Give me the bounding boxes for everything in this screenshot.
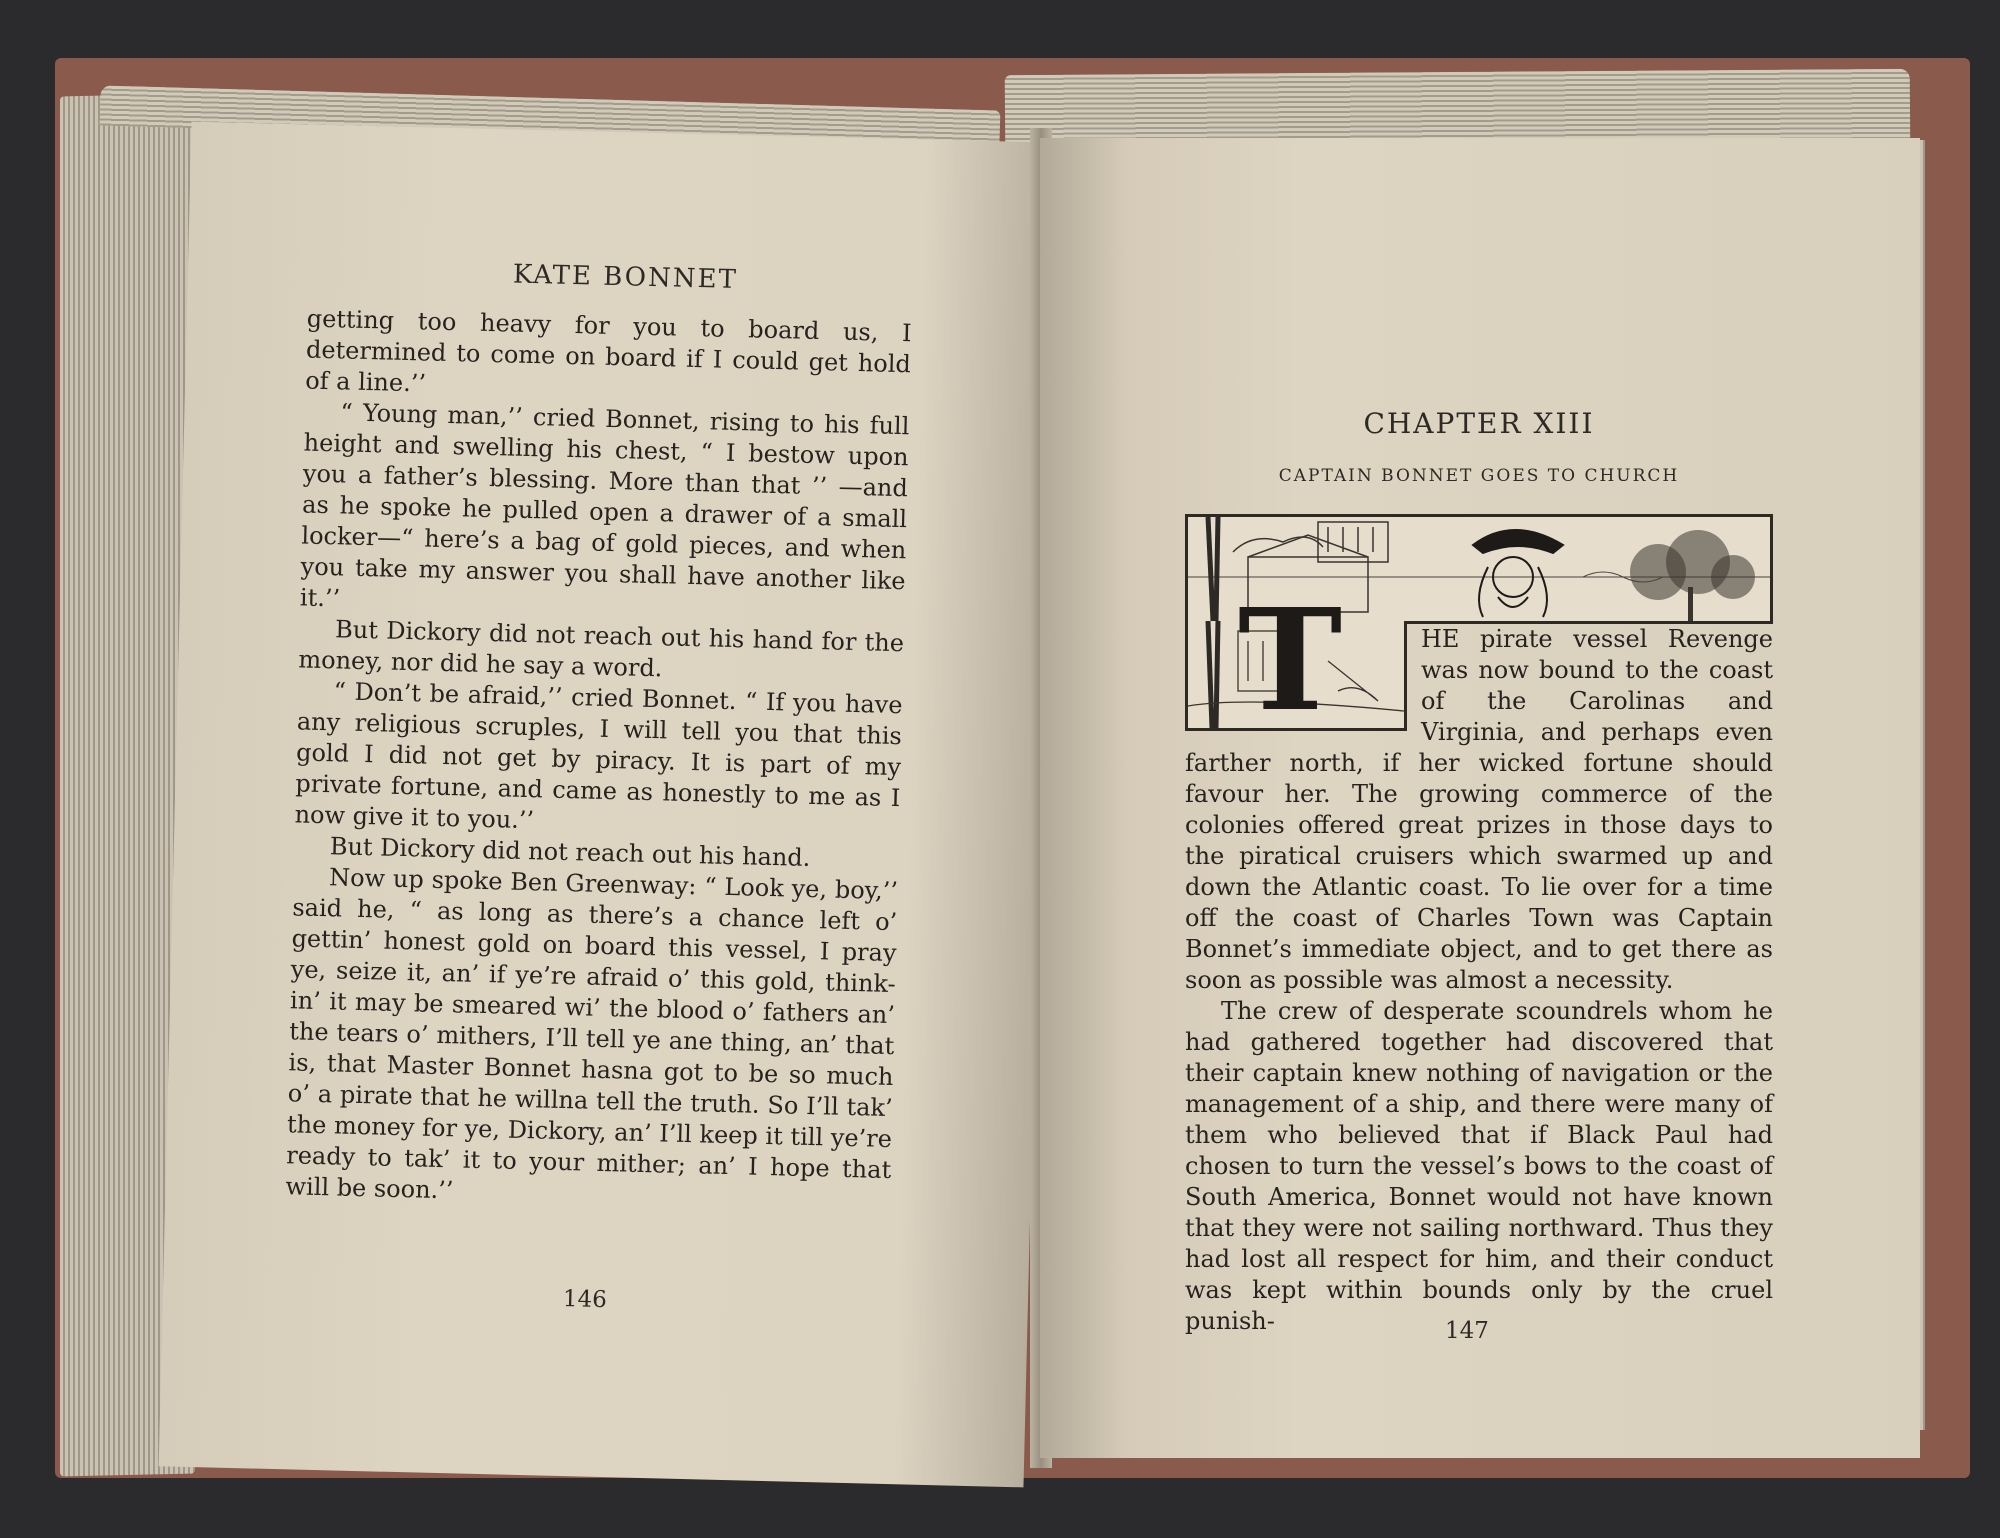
- paragraph: “ Don’t be afraid,’’ cried Bonnet. “ If you have any religious scruples, I will tell you that this gold I did not get by piracy. It is part of my private fortune, and came as honestly to me as I now give it to you.’’: [294, 677, 903, 835]
- drop-cap-illustration: [1185, 579, 1407, 743]
- drop-cap-letter: T: [1238, 579, 1343, 743]
- paragraph: getting too heavy for you to board us, I determined to come on board if I could get hold of a line.’’: [304, 304, 912, 398]
- paragraph: HE pirate vessel Revenge was now bound to the coast of the Carolinas and Virginia, and perhaps even farther north, if her wicked fortune should favour her. The growing commerce of the colonies offered great prizes in those days to the piratical cruisers which swarmed up and down the Atlantic coast. To lie over for a time off the coast of Charles Town was Captain Bonnet’s immediate object, and to get there as soon as possible was almost a necessity.: [1185, 625, 1773, 994]
- paragraph: Now up spoke Ben Greenway: “ Look ye, boy,’’ said he, “ as long as there’s a chance left o’ gettin’ honest gold on board this vessel, I pray ye, seize it, an’ if ye’re afraid o’ this gold, think-in’ it may be smeared wi’ the blood o’ fathers an’ the tears o’ mithers, I’ll tell ye ane thing, an’ that is, that Master Bonnet hasna got to be so much o’ a pirate that he willna tell the truth. So I’ll tak’ the money for ye, Dickory, an’ I’ll keep it till ye’re ready to tak’ it to your mither; an’ I hope that will be soon.’’: [285, 863, 899, 1205]
- right-page-content: [1185, 408, 1773, 1337]
- paragraph: The crew of desperate scoundrels whom he had gathered together had discovered that their captain knew nothing of navigation or the management of a ship, and there were many of them who believed that if Black Paul had chosen to turn the vessel’s bows to the coast of South America, Bonnet would not have known that they were not sailing northward. Thus they had lost all respect for him, and their conduct was kept within bounds only by the cruel punish-: [1185, 997, 1773, 1335]
- page-number: 146: [562, 1286, 608, 1314]
- left-page-content: [285, 255, 913, 1217]
- paragraph: But Dickory did not reach out his hand for the money, nor did he say a word.: [298, 615, 905, 683]
- chapter-title: CHAPTER XIII: [1363, 407, 1595, 440]
- chapter-subtitle: CAPTAIN BONNET GOES TO CHURCH: [1278, 466, 1680, 486]
- right-page: [1040, 138, 1920, 1458]
- running-head: KATE BONNET: [512, 259, 739, 296]
- left-page: [159, 122, 1057, 1488]
- paragraph: But Dickory did not reach out his hand.: [329, 832, 811, 872]
- paragraph: “ Young man,’’ cried Bonnet, rising to his full height and swelling his chest, “ I bestow upon you a father’s blessing. More than that ’’ —and as he spoke he pulled open a drawer of a small locker—“ here’s a bag of gold pieces, and when you take my answer you shall have another like it.’’: [299, 398, 910, 613]
- page-number: 147: [1445, 1318, 1489, 1344]
